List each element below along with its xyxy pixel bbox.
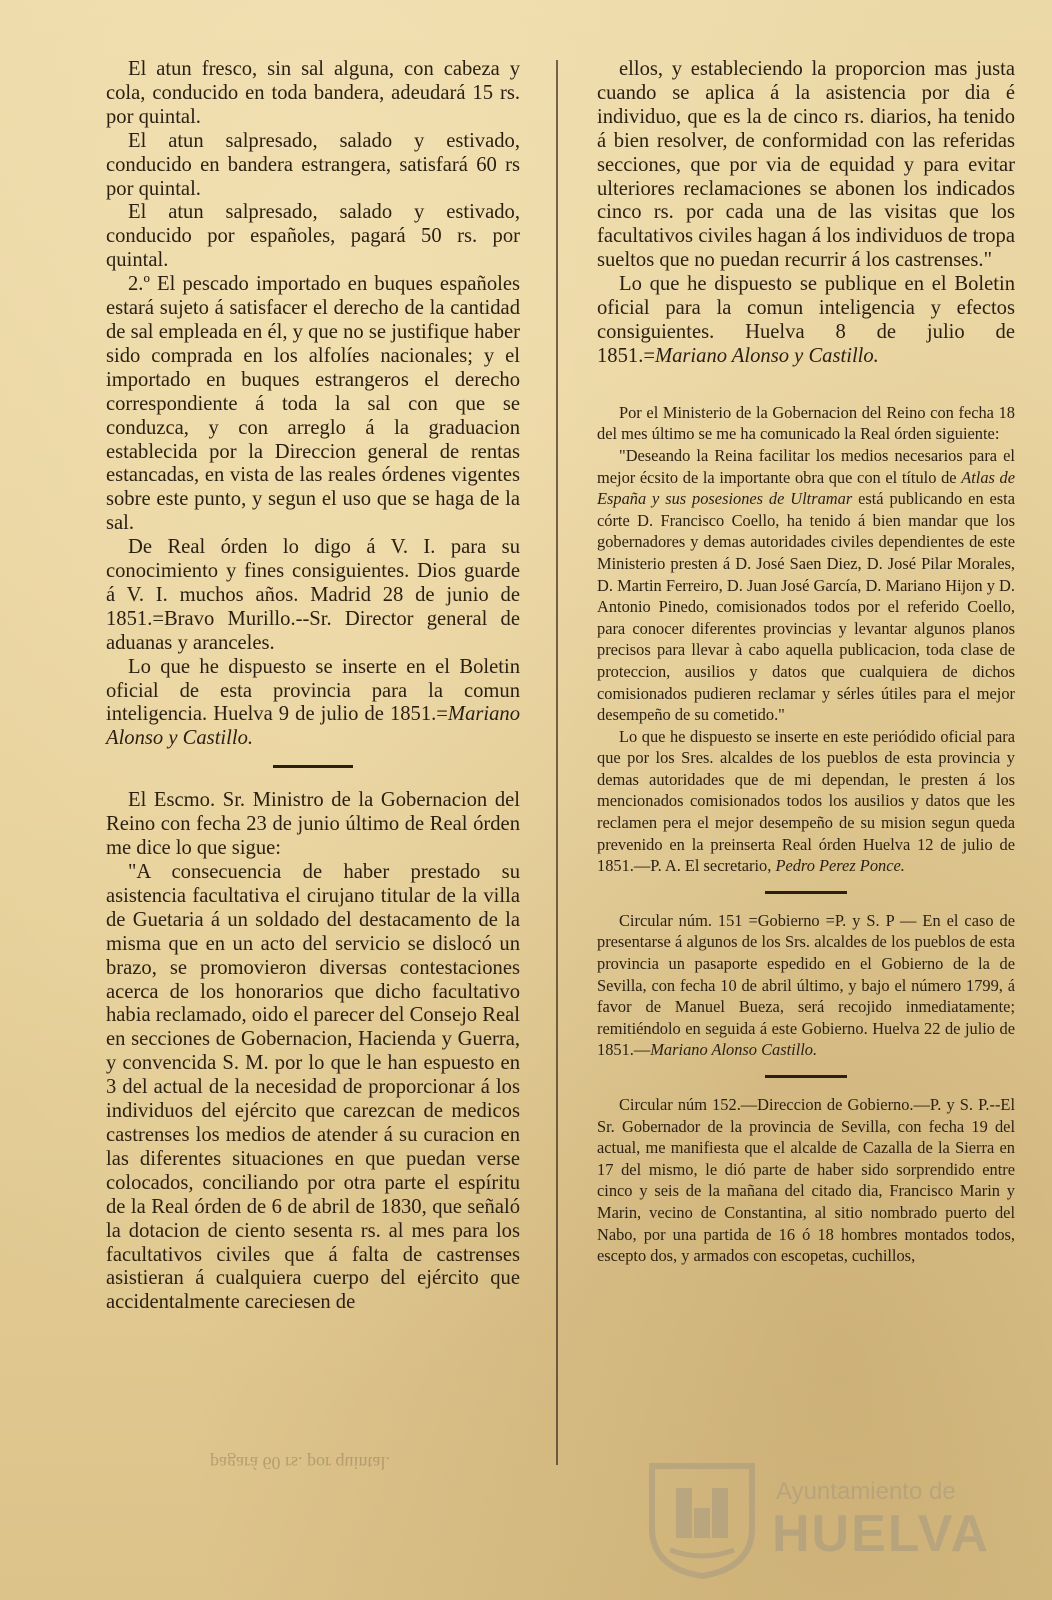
paragraph-real-orden: De Real órden lo digo á V. I. para su conocimiento y fines consiguientes. Dios guarde á V. I. muchos años. Madrid 28 de junio de 1851.=Bravo Murillo.--Sr. Director general de aduanas y aranceles. bbox=[106, 536, 520, 654]
section-separator bbox=[765, 891, 847, 894]
paragraph-circular-152: Circular núm 152.—Direccion de Gobierno.—P. y S. P.--El Sr. Gobernador de la provincia de Sevilla, con fecha 19 del actual, me manifiesta que el alcalde de Cazalla de la Sierra en 17 del mismo, le dió parte de haber sido sorprendido entre cinco y seis de la mañana del citado dia, Francisco Marin y Marin, vecino de Constantina, al sitio nombrado puerto del Nabo, por una partida de 16 ó 18 hombres montados todos, escepto dos, y armados con escopetas, cuchillos, bbox=[597, 1095, 1015, 1266]
section-separator bbox=[273, 765, 353, 768]
paragraph-text: Circular núm. 151 =Gobierno =P. y S. P — En el caso de presentarse á algunos de los Srs. alcaldes de los pueblos de esta provincia un pasaporte espedido en el Gobierno de la de Sevilla, con fecha 10 de abril último, y bajo el número 1799, á favor de Manuel Bueza, será recojido inmediatamente; remitiéndolo en seguida á este Gobierno. Huelva 22 de julio de 1851.— bbox=[597, 910, 1015, 1060]
paragraph-text: Lo que he dispuesto se publique en el Boletin oficial para la comun inteligencia y efectos consiguientes. Huelva 8 de julio de 1851.= bbox=[597, 273, 1015, 367]
paragraph-circular-151 bbox=[597, 910, 1015, 1061]
paragraph-boletin-huelva-9 bbox=[106, 656, 520, 752]
paragraph-periodico-oficial bbox=[597, 726, 1015, 877]
paragraph-atlas bbox=[597, 445, 1015, 726]
paragraph-guetaria: "A consecuencia de haber prestado su asistencia facultativa el cirujano titular de la villa de Guetaria á un soldado del destacamento de la misma que en un acto del servicio se dislocó un brazo, se promovieron diversas contestaciones acerca de los honorarios que dicho facultativo habia reclamado, oido el parecer del Consejo Real en secciones de Gobernacion, Hacienda y Guerra, y convencida S. M. por lo que le han espuesto en 3 del actual de la necesidad de proporcionar á los individuos del ejército que carezcan de medicos castrenses los medios de atender á su curacion en las diferentes situaciones en que puedan verse colocados, conciliando por otra parte el espíritu de la Real órden de 6 de abril de 1830, que señaló la dotacion de ciento sesenta rs. al mes para los facultativos civiles que á falta de castrenses asistieran á cualquiera cuerpo del ejército que accidentalmente careciesen de bbox=[106, 861, 520, 1314]
signature: Mariano Alonso Castillo. bbox=[650, 1040, 818, 1060]
paragraph-ministerio-18: Por el Ministerio de la Gobernacion del Reino con fecha 18 del mes último se me ha comunicado la Real órden siguiente: bbox=[597, 402, 1015, 444]
column-divider bbox=[556, 60, 558, 1465]
paragraph-text: está publicando en esta córte D. Francisco Coello, ha tenido á bien mandar que los gobernadores y demas autoridades civiles dependientes de este Ministerio presten á D. José Saen Diez, D. José Pilar Morales, D. Martin Ferreiro, D. Juan José García, D. Mariano Hijon y D. Antonio Pinedo, comisionados todos por el referido Coello, para conocer diferentes provincias y levantar algunos planos precisos para llevar à cabo aquella publicacion, toda clase de proteccion, ausilios y datos que cualquiera de dichos comisionados pudieren reclamar y sérles útiles para el mejor desempeño de su cometido." bbox=[597, 489, 1015, 725]
signature: Pedro Perez Ponce. bbox=[775, 856, 905, 876]
bleed-through-text: pagará 60 rs. por quintal. bbox=[210, 1453, 390, 1473]
section-separator bbox=[765, 1075, 847, 1078]
paragraph-text: Lo que he dispuesto se inserte en este periódido oficial para que por los Sres. alcaldes de los pueblos de esta provincia y demas autoridades que de mi dependan, le presten á los mencionados comisionados todos los ausilios y datos que les reclamen pera el mejor desempeño de su mision segun queda prevenido en la preinserta Real órden Huelva 12 de julio de 1851.—P. A. El secretario, bbox=[597, 726, 1015, 876]
paragraph-atun-fresco: El atun fresco, sin sal alguna, con cabeza y cola, conducido en toda bandera, adeudará 15 rs. por quintal. bbox=[106, 58, 520, 128]
right-column bbox=[597, 58, 1015, 1267]
paragraph-text: "Deseando la Reina facilitar los medios necesarios para el mejor écsito de la importante obra que con el título de bbox=[597, 445, 1015, 487]
watermark-line-1: Ayuntamiento de bbox=[776, 1478, 956, 1505]
ayuntamiento-watermark bbox=[636, 1452, 1016, 1584]
watermark-line-2: HUELVA bbox=[772, 1505, 991, 1563]
paragraph-atun-estrangera: El atun salpresado, salado y estivado, conducido en bandera estrangera, satisfará 60 rs por quintal. bbox=[106, 129, 520, 200]
paragraph-ministro-gobernacion: El Escmo. Sr. Ministro de la Gobernacion del Reino con fecha 23 de junio último de Real órden me dice lo que sigue: bbox=[106, 789, 520, 860]
paragraph-article-2: 2.º El pescado importado en buques españoles estará sujeto á satisfacer el derecho de la cantidad de sal empleada en él, y que no se justifique haber sido comprada en los alfolíes nacionales; y el importado en buques estrangeros el derecho correspondiente á toda la sal con que se conduzca, y con arreglo á la graduacion establecida por la Direccion general de rentas estancadas, en vista de las reales órdenes vigentes sobre este punto, y segun el uso que se haga de la sal. bbox=[106, 273, 520, 535]
paragraph-atun-espanoles: El atun salpresado, salado y estivado, conducido por españoles, pagará 50 rs. por quintal. bbox=[106, 201, 520, 272]
left-column bbox=[106, 58, 520, 1315]
signature: Mariano Alonso y Castillo. bbox=[106, 703, 520, 750]
paragraph-boletin-huelva-8 bbox=[597, 273, 1015, 369]
paragraph-continuation: ellos, y estableciendo la proporcion mas justa cuando se aplica á la asistencia por dia é individuo, que es la de cinco rs. diarios, ha tenido á bien resolver, de conformidad con las referidas secciones, que por via de equidad y para evitar ulteriores reclamaciones se abonen los indicados cinco rs. por cada una de las visitas que los facultativos civiles hagan á los individuos de tropa sueltos que no puedan recurrir á los castrenses." bbox=[597, 58, 1015, 272]
city-shield-icon bbox=[642, 1458, 762, 1580]
paragraph-text: Lo que he dispuesto se inserte en el Boletin oficial de esta provincia para la comun inteligencia. Huelva 9 de julio de 1851.= bbox=[106, 655, 520, 726]
atlas-title: Atlas de España y sus posesiones de Ultramar bbox=[597, 467, 1016, 509]
signature: Mariano Alonso y Castillo. bbox=[654, 344, 879, 367]
